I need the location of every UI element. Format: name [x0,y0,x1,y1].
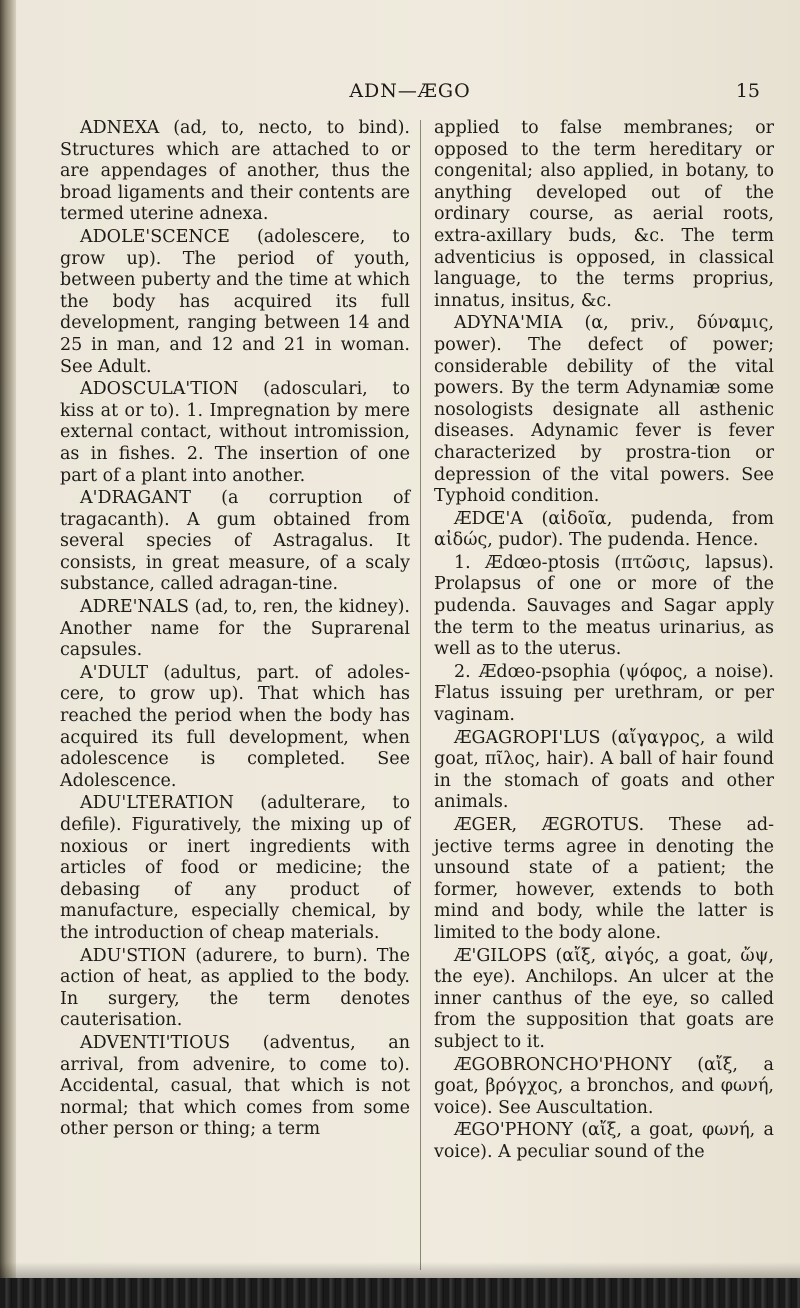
entry-adult: A'DULT (adultus, part. of adoles-cere, to grow up). That which has reached the period when the body has acquired its full development, when adolescence is completed. See Adolescence. [60,662,410,791]
entry-adustion: ADU'STION (adurere, to burn). The action of heat, as applied to the body. In surgery, the term denotes cauterisation. [60,945,410,1031]
left-column [60,118,410,1278]
entry-aedoea: ÆDŒ'A (αἰδοῖα, pudenda, from αἰδώς, pudor). The pudenda. Hence. [434,508,774,551]
scan-bottom-edge [0,1278,800,1308]
entry-aeger-aegrotus: ÆGER, ÆGROTUS. These ad-jective terms agree in denoting the unsound state of a patient; the former, however, extends to both mind and body, while the latter is limited to the body alone. [434,815,774,943]
page-bottom-shadow [0,1262,800,1278]
entry-aedoeo-ptosis: 1. Ædœo-ptosis (πτῶσις, lapsus). Prolapsus of one or more of the pudenda. Sauvages and Sagar apply the term to the meatus urinarius, as well as to the uterus. [434,552,774,660]
entry-adosculation: ADOSCULA'TION (adosculari, to kiss at or to). 1. Impregnation by mere external contact, without intromission, as in fishes. 2. The insertion of one part of a plant into another. [60,379,410,486]
right-column [434,118,774,1278]
entry-aegobronchophony: ÆGOBRONCHO'PHONY (αἴξ, a goat, βρόγχος, a bronchos, and φωνή, voice). See Auscultation. [434,1054,774,1118]
entry-adolescence: ADOLE'SCENCE (adolescere, to grow up). The period of youth, between puberty and the time at which the body has acquired its full development, ranging between 14 and 25 in man, and 12 and 21 in woman. See Adult. [60,226,410,377]
entry-adnexa: ADNEXA (ad, to, necto, to bind). Structures which are attached to or are appendages of another, thus the broad ligaments and their contents are termed uterine adnexa. [60,118,410,225]
entry-aegilops: Æ'GILOPS (αἴξ, αἰγός, a goat, ὤψ, the eye). Anchilops. An ulcer at the inner canthus of the eye, so called from the supposition that goats are subject to it. [434,945,774,1052]
entry-aegagropilus: ÆGAGROPI'LUS (αἴγαγρος, a wild goat, πῖλος, hair). A ball of hair found in the stomach of goats and other animals. [434,727,774,813]
entry-adventitious: ADVENTI'TIOUS (adventus, an arrival, from advenire, to come to). Accidental, casual, that which is not normal; that which comes from some other person or thing; a term [60,1032,410,1140]
entry-aedoeo-psophia: 2. Ædœo-psophia (ψόφος, a noise). Flatus issuing per urethram, or per vaginam. [434,661,774,726]
entry-adventitious-continued: applied to false membranes; or opposed to the term hereditary or congenital; also applied, in botany, to anything developed out of the ordinary course, as aerial roots, extra-axillary buds, &c. The term adventicius is opposed, in classical language, to the terms proprius, innatus, insitus, &c. [434,118,774,311]
entry-adulteration: ADU'LTERATION (adulterare, to defile). Figuratively, the mixing up of noxious or inert ingredients with articles of food or medicine; the debasing of any product of manufacture, especially chemical, by the introduction of cheap materials. [60,793,410,943]
page-number: 15 [735,80,760,102]
page-header [60,80,760,110]
entry-adragant: A'DRAGANT (a corruption of tragacanth). A gum obtained from several species of Astragalus. It consists, in great measure, of a scaly substance, called adragan-tine. [60,488,410,595]
entry-aegophony: ÆGO'PHONY (αἴξ, a goat, φωνή, a voice). A peculiar sound of the [434,1120,774,1162]
running-head: ADN—ÆGO [349,80,471,102]
column-divider [420,120,421,1270]
entry-adynamia: ADYNA'MIA (α, priv., δύναμις, power). The defect of power; considerable debility of the vital powers. By the term Adynamiæ some nosologists designate all asthenic diseases. Adynamic fever is fever characterized by prostra-tion or depression of the vital powers. See Typhoid condition. [434,313,774,507]
entry-adrenals: ADRE'NALS (ad, to, ren, the kidney). Another name for the Suprarenal capsules. [60,597,410,661]
page-binding-edge [0,0,16,1308]
